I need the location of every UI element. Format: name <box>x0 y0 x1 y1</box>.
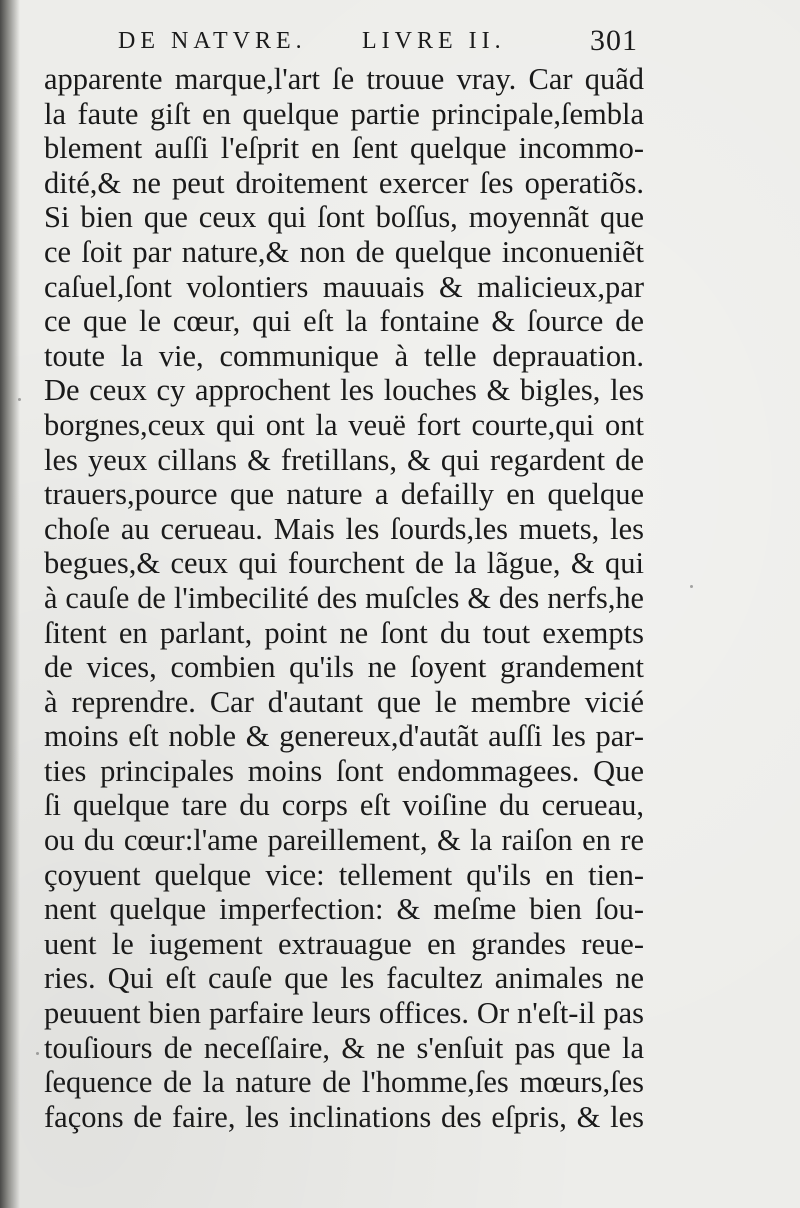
text-line: de vices, combien qu'ils ne ſoyent grandement <box>44 650 644 685</box>
text-line: apparente marque,l'art ſe trouue vray. Car quãd <box>44 62 644 96</box>
paper-speck <box>36 1052 39 1055</box>
running-head-right-title: LIVRE II. <box>362 28 506 54</box>
text-line: touſiours de neceſſaire, & ne s'enſuit pas que la <box>44 1030 644 1065</box>
text-line: ties principales moins ſont endommagees. Que <box>44 753 644 788</box>
text-line: dité,& ne peut droitement exercer ſes operatiõs. <box>44 165 644 200</box>
text-line: ce que le cœur, qui eſt la fontaine & ſource de <box>44 304 644 339</box>
text-line: çoyuent quelque vice: tellement qu'ils en tien- <box>44 857 644 892</box>
page-number: 301 <box>590 24 638 57</box>
text-line: toute la vie, communique à telle deprauation. <box>44 338 644 373</box>
text-line: moins eſt noble & genereux,d'autãt auſſi les par- <box>44 719 644 754</box>
text-line: à cauſe de l'imbecilité des muſcles & des nerfs,he <box>44 580 644 615</box>
text-line: les yeux cillans & fretillans, & qui regardent de <box>44 442 644 477</box>
paper-speck <box>18 398 21 401</box>
text-line: façons de faire, les inclinations des eſpris, & les <box>44 1099 644 1134</box>
text-line: Si bien que ceux qui ſont boſſus, moyennãt que <box>44 200 644 235</box>
text-line: uent le iugement extrauague en grandes reue- <box>44 926 644 961</box>
text-line: borgnes,ceux qui ont la veuë fort courte,qui ont <box>44 407 644 442</box>
text-line: à reprendre. Car d'autant que le membre vicié <box>44 684 644 719</box>
text-line: De ceux cy approchent les louches & bigles, les <box>44 373 644 408</box>
text-line: ſequence de la nature de l'homme,ſes mœurs,ſes <box>44 1065 644 1100</box>
text-line: choſe au cerueau. Mais les ſourds,les muets, les <box>44 511 644 546</box>
running-head-left-title: DE NATVRE. <box>118 28 307 54</box>
text-line: blement auſſi l'eſprit en ſent quelque incommo- <box>44 131 644 166</box>
text-line: ſitent en parlant, point ne ſont du tout exempts <box>44 615 644 650</box>
text-line: ſi quelque tare du corps eſt voiſine du cerueau, <box>44 788 644 823</box>
paper-speck <box>690 585 693 588</box>
text-line: ce ſoit par nature,& non de quelque inconueniẽt <box>44 234 644 269</box>
text-line: trauers,pource que nature a defailly en quelque <box>44 477 644 512</box>
text-line: caſuel,ſont volontiers mauuais & malicieux,par <box>44 269 644 304</box>
running-head <box>118 24 638 58</box>
text-line: nent quelque imperfection: & meſme bien ſou- <box>44 892 644 927</box>
text-line: ou du cœur:l'ame pareillement, & la raiſon en re <box>44 823 644 858</box>
body-text <box>44 62 644 1134</box>
text-line: la faute giſt en quelque partie principale,ſembla <box>44 96 644 131</box>
text-line: peuuent bien parfaire leurs offices. Or n'eſt-il pas <box>44 996 644 1031</box>
text-line: begues,& ceux qui fourchent de la lãgue, & qui <box>44 546 644 581</box>
text-line: ries. Qui eſt cauſe que les facultez animales ne <box>44 961 644 996</box>
page-gutter-shadow <box>0 0 20 1208</box>
